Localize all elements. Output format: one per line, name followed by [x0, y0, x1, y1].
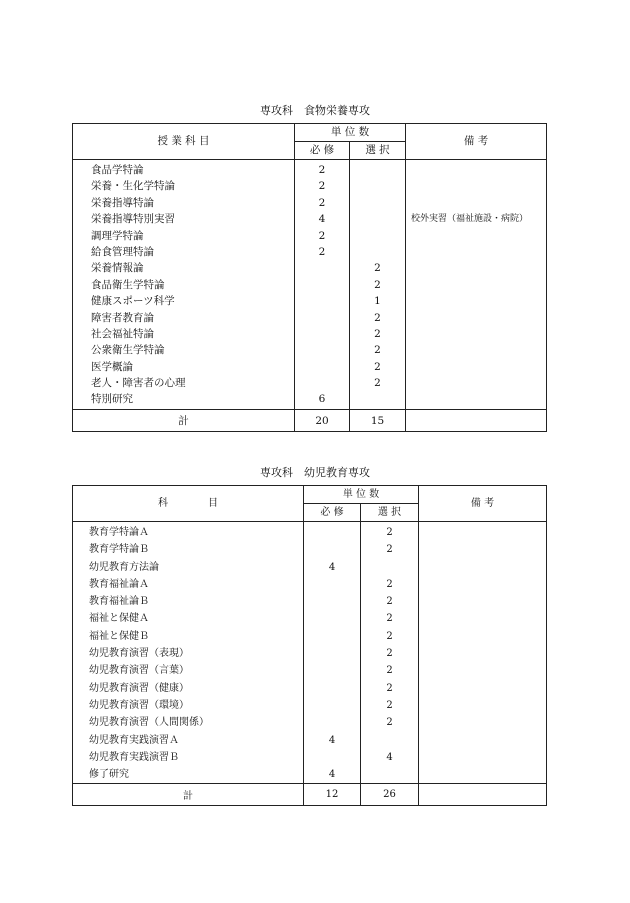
required-units: 2: [318, 229, 326, 242]
elective-units: 2: [386, 578, 393, 590]
subject-name: 幼児教育演習（環境）: [89, 699, 189, 711]
required-units: [304, 662, 360, 679]
remark-text: [406, 195, 546, 211]
required-units: [304, 610, 360, 627]
elective-units: [361, 732, 418, 749]
elective-units: 2: [374, 360, 381, 373]
remark-text: [406, 260, 546, 276]
remarks-column: [406, 160, 547, 410]
elective-units: [350, 228, 405, 244]
remark-text: [406, 375, 546, 391]
subject-name: 栄養情報論: [91, 262, 144, 275]
elective-column: [350, 160, 406, 410]
section2-title: 専攻科 幼児教育専攻: [260, 466, 370, 479]
elective-units: 2: [386, 544, 393, 556]
elective-units: [350, 391, 405, 407]
required-units: [304, 714, 360, 731]
elective-units: 2: [374, 377, 381, 390]
subject-name: 障害者教育論: [91, 311, 154, 324]
total-elective: 15: [350, 410, 406, 432]
required-units: [304, 749, 360, 766]
required-units: [295, 293, 349, 309]
units-header: 単 位 数: [295, 124, 406, 142]
subject-name: 栄養・生化学特論: [91, 180, 175, 193]
subject-name: 福祉と保健Ａ: [89, 613, 149, 625]
remarks-header: 備 考: [419, 486, 547, 522]
elective-units: 2: [386, 665, 393, 677]
subject-name: 特別研究: [91, 393, 133, 406]
elective-units: [350, 211, 405, 227]
subject-name: 健康スポーツ科学: [91, 295, 175, 308]
total-label: 計: [73, 784, 304, 806]
subject-name: 福祉と保健Ｂ: [89, 630, 149, 642]
required-units: 4: [328, 734, 336, 746]
total-remarks: [406, 410, 547, 432]
required-units: 2: [318, 245, 326, 258]
elective-units: [361, 766, 418, 783]
elective-units: [350, 244, 405, 260]
elective-units: [350, 162, 405, 178]
subject-name: 給食管理特論: [91, 245, 154, 258]
required-units: [295, 326, 349, 342]
elective-units: 2: [374, 344, 381, 357]
elective-units: 2: [374, 278, 381, 291]
subject-column: [73, 160, 295, 410]
total-required: 20: [295, 410, 350, 432]
required-units: [304, 628, 360, 645]
elective-units: 2: [386, 630, 393, 642]
remarks-column: [419, 522, 547, 784]
required-units: [304, 593, 360, 610]
subject-name: 教育学特論Ｂ: [89, 544, 149, 556]
subject-name: 調理学特論: [91, 229, 144, 242]
elective-units: 2: [386, 613, 393, 625]
remark-text: [406, 277, 546, 293]
required-column: [295, 160, 350, 410]
remark-text: [406, 326, 546, 342]
required-units: [295, 310, 349, 326]
required-units: [304, 680, 360, 697]
elective-units: 2: [374, 327, 381, 340]
total-label: 計: [73, 410, 295, 432]
elective-header: 選 択: [350, 142, 406, 160]
elective-units: 2: [386, 717, 393, 729]
subject-name: 公衆衛生学特論: [91, 344, 165, 357]
subject-name: 幼児教育演習（健康）: [89, 682, 189, 694]
required-units: [304, 645, 360, 662]
remarks-header: 備 考: [406, 124, 547, 160]
subject-name: 教育福祉論Ｂ: [89, 596, 149, 608]
required-units: [304, 524, 360, 541]
subject-name: 社会福祉特論: [91, 327, 154, 340]
required-header: 必 修: [295, 142, 350, 160]
total-remarks: [419, 784, 547, 806]
elective-units: 2: [386, 648, 393, 660]
required-units: 4: [328, 769, 336, 781]
required-units: [295, 277, 349, 293]
remark-text: [406, 391, 546, 407]
required-units: 2: [318, 164, 326, 176]
units-header: 単 位 数: [304, 486, 419, 504]
subject-header: 授 業 科 目: [73, 124, 295, 160]
subject-header: 科 目: [73, 486, 304, 522]
remark-text: [406, 359, 546, 375]
subject-name: 教育学特論Ａ: [89, 527, 149, 538]
required-units: 6: [318, 393, 326, 406]
required-units: [295, 375, 349, 391]
required-header: 必 修: [304, 504, 361, 522]
subject-name: 幼児教育実践演習Ａ: [89, 734, 179, 746]
section1-title: 専攻科 食物栄養専攻: [260, 104, 370, 117]
subject-name: 栄養指導特別実習: [91, 213, 175, 226]
subject-name: 幼児教育演習（人間関係）: [89, 717, 209, 729]
required-units: 2: [318, 180, 326, 193]
elective-units: 2: [386, 596, 393, 608]
remark-text: 校外実習（福祉施設・病院）: [411, 214, 529, 225]
subject-name: 幼児教育実践演習Ｂ: [89, 751, 179, 763]
subject-column: [73, 522, 304, 784]
remark-text: [406, 178, 546, 194]
elective-units: 2: [386, 527, 393, 538]
subject-name: 教育福祉論Ａ: [89, 578, 149, 590]
required-units: [304, 541, 360, 558]
elective-units: [350, 178, 405, 194]
remark-text: [406, 162, 546, 178]
subject-name: 医学概論: [91, 360, 133, 373]
required-units: [304, 576, 360, 593]
subject-name: 幼児教育演習（言葉）: [89, 665, 189, 677]
required-units: [295, 342, 349, 358]
food-nutrition-table: [72, 123, 547, 432]
elective-units: 2: [386, 682, 393, 694]
elective-column: [361, 522, 419, 784]
total-required: 12: [304, 784, 361, 806]
elective-units: 1: [374, 295, 381, 308]
remark-text: [406, 244, 546, 260]
elective-units: 4: [386, 751, 393, 763]
elective-units: 2: [374, 311, 381, 324]
subject-name: 老人・障害者の心理: [91, 377, 186, 390]
required-units: 4: [328, 561, 336, 573]
remark-text: [406, 293, 546, 309]
elective-units: 2: [386, 699, 393, 711]
early-childhood-table: [72, 485, 547, 806]
total-elective: 26: [361, 784, 419, 806]
subject-name: 食品衛生学特論: [91, 278, 165, 291]
remark-text: [406, 342, 546, 358]
elective-units: [361, 559, 418, 576]
elective-units: [350, 195, 405, 211]
subject-name: 食品学特論: [91, 164, 144, 176]
required-units: [304, 697, 360, 714]
subject-name: 修了研究: [89, 769, 129, 781]
required-units: 4: [318, 213, 326, 226]
required-units: [295, 359, 349, 375]
subject-name: 栄養指導特論: [91, 196, 154, 209]
required-units: [295, 260, 349, 276]
subject-name: 幼児教育演習（表現）: [89, 648, 189, 660]
subject-name: 幼児教育方法論: [89, 561, 159, 573]
remark-text: [406, 228, 546, 244]
elective-header: 選 択: [361, 504, 419, 522]
remark-text: [406, 310, 546, 326]
required-column: [304, 522, 361, 784]
elective-units: 2: [374, 262, 381, 275]
required-units: 2: [318, 196, 326, 209]
